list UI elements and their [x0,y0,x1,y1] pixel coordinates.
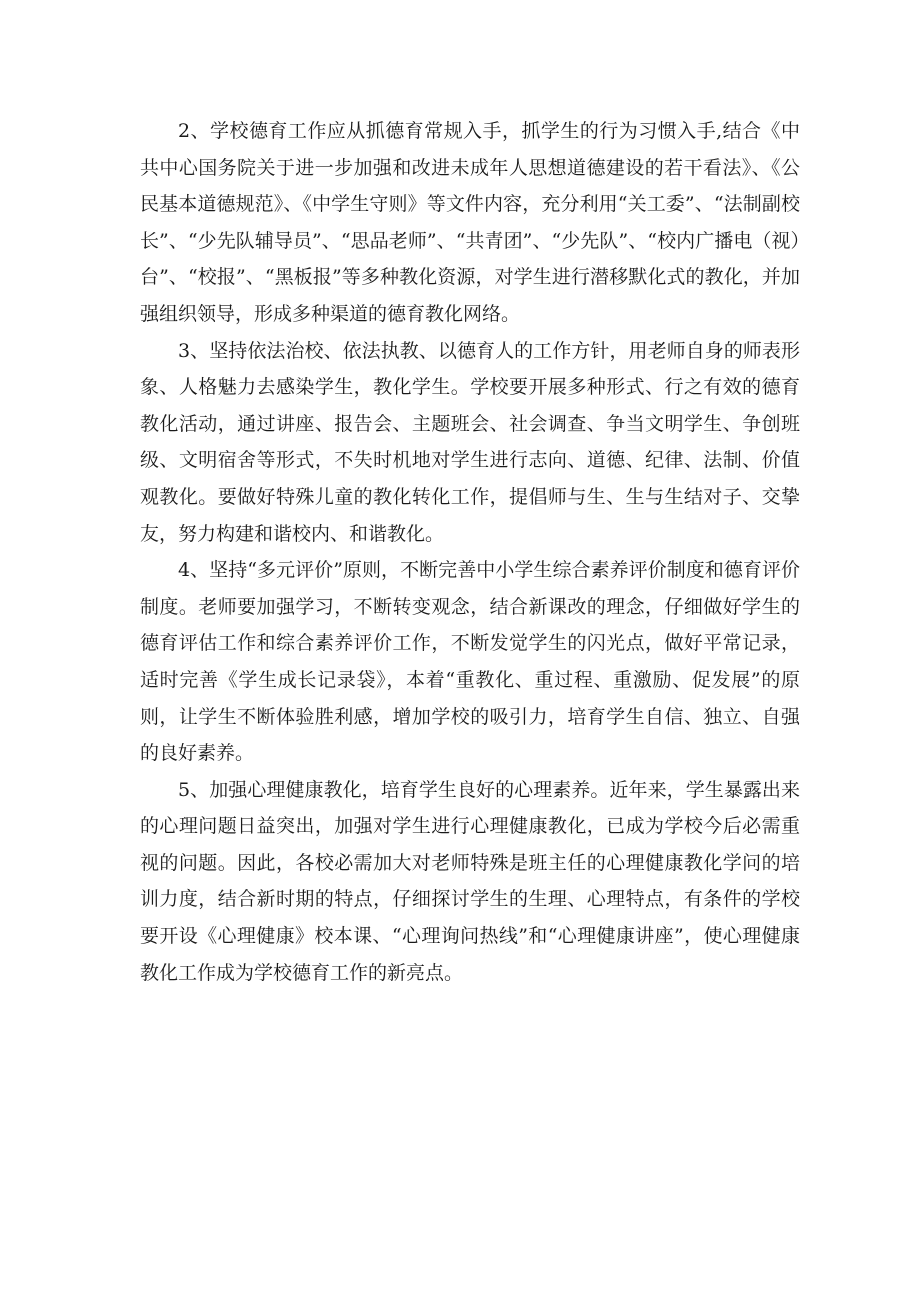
paragraph-5: 5、加强心理健康教化，培育学生良好的心理素养。近年来，学生暴露出来的心理问题日益突出，加强对学生进行心理健康教化，已成为学校今后必需重视的问题。因此，各校必需加大对老师特殊是班主任的心理健康教化学问的培训力度，结合新时期的特点，仔细探讨学生的生理、心理特点，有条件的学校要开设《心理健康》校本课、“心理询问热线”和“心理健康讲座”，使心理健康教化工作成为学校德育工作的新亮点。 [140,778,800,984]
paragraph-2: 2、学校德育工作应从抓德育常规入手，抓学生的行为习惯入手,结合《中共中心国务院关于进一步加强和改进未成年人思想道德建设的若干看法》、《公民基本道德规范》、《中学生守则》等文件内容，充分利用“关工委”、“法制副校长”、“少先队辅导员”、“思品老师”、“共青团”、“少先队”、“校内广播电（视）台”、“校报”、“黑板报”等多种教化资源，对学生进行潜移默化式的教化，并加强组织领导，形成多种渠道的德育教化网络。 [140,120,800,325]
document-body [140,113,800,991]
paragraph-4: 4、坚持“多元评价”原则，不断完善中小学生综合素养评价制度和德育评价制度。老师要加强学习，不断转变观念，结合新课改的理念，仔细做好学生的德育评估工作和综合素养评价工作，不断发觉学生的闪光点，做好平常记录，适时完善《学生成长记录袋》，本着“重教化、重过程、重激励、促发展”的原则，让学生不断体验胜利感，增加学校的吸引力，培育学生自信、独立、自强的良好素养。 [140,559,800,765]
paragraph-3: 3、坚持依法治校、依法执教、以德育人的工作方针，用老师自身的师表形象、人格魅力去感染学生，教化学生。学校要开展多种形式、行之有效的德育教化活动，通过讲座、报告会、主题班会、社会调查、争当文明学生、争创班级、文明宿舍等形式，不失时机地对学生进行志向、道德、纪律、法制、价值观教化。要做好特殊儿童的教化转化工作，提倡师与生、生与生结对子、交挚友，努力构建和谐校内、和谐教化。 [140,339,800,545]
